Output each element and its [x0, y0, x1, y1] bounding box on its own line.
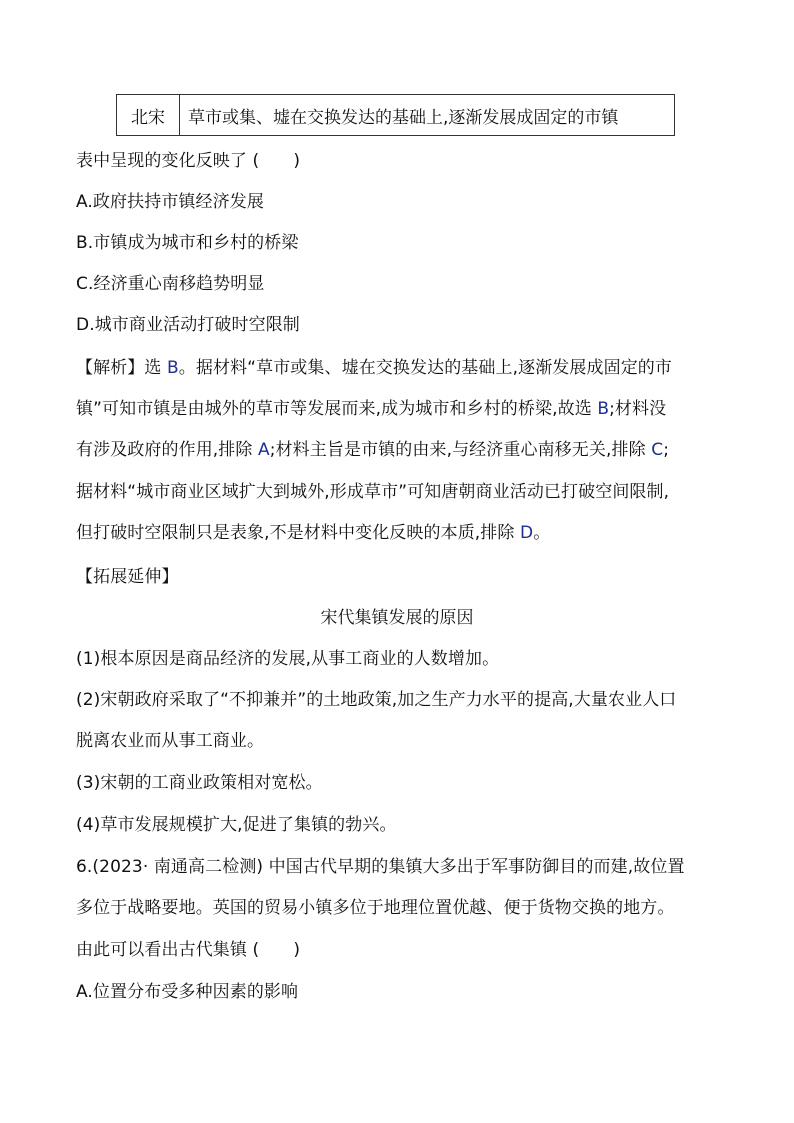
analysis-line-1 [76, 357, 672, 379]
analysis-text: 有涉及政府的作用,排除 [76, 440, 259, 460]
option-letter: A [258, 440, 270, 460]
extension-item-2-cont: 脱离农业而从事工商业。 [76, 731, 265, 751]
question6-line-3: 由此可以看出古代集镇 ( ) [76, 940, 301, 960]
table-cell-description: 草市或集、墟在交换发达的基础上,逐渐发展成固定的市镇 [180, 95, 675, 136]
analysis-line-3 [76, 439, 669, 461]
analysis-text: 。据材料“草市或集、墟在交换发达的基础上,逐渐发展成固定的市 [178, 358, 672, 378]
option-letter: D [520, 523, 534, 543]
question6-option-a: A.位置分布受多种因素的影响 [76, 982, 299, 1002]
analysis-line-2 [76, 398, 666, 420]
extension-title: 宋代集镇发展的原因 [320, 608, 474, 628]
extension-item-3: (3)宋朝的工商业政策相对宽松。 [76, 773, 323, 793]
table-cell-dynasty: 北宋 [117, 95, 180, 136]
analysis-text: 选 [144, 358, 168, 378]
question5-option-b: B.市镇成为城市和乡村的桥梁 [76, 233, 299, 253]
option-letter: C [651, 440, 664, 460]
answer-letter: B [597, 399, 610, 419]
analysis-text: 。 [533, 523, 551, 543]
question5-stem: 表中呈现的变化反映了 ( ) [76, 151, 301, 171]
analysis-text: 但打破时空限制只是表象,不是材料中变化反映的本质,排除 [76, 523, 521, 543]
analysis-tag: 【解析】 [76, 358, 145, 378]
analysis-text: ;材料主旨是市镇的由来,与经济重心南移无关,排除 [269, 440, 652, 460]
extension-item-1: (1)根本原因是商品经济的发展,从事工商业的人数增加。 [76, 649, 500, 669]
analysis-text: 镇”可知市镇是由城外的草市等发展而来,成为城市和乡村的桥梁,故选 [76, 399, 598, 419]
question6-line-2: 多位于战略要地。英国的贸易小镇多位于地理位置优越、便于货物交换的地方。 [76, 898, 675, 918]
table-row [117, 95, 675, 136]
dynasty-table [116, 94, 675, 136]
extension-item-2: (2)宋朝政府采取了“不抑兼并”的土地政策,加之生产力水平的提高,大量农业人口 [76, 690, 677, 710]
question5-option-d: D.城市商业活动打破时空限制 [76, 315, 300, 335]
question5-option-c: C.经济重心南移趋势明显 [76, 274, 265, 294]
extension-tag: 【拓展延伸】 [76, 567, 179, 587]
analysis-line-4: 据材料“城市商业区域扩大到城外,形成草市”可知唐朝商业活动已打破空间限制, [76, 482, 670, 502]
extension-item-4: (4)草市发展规模扩大,促进了集镇的勃兴。 [76, 815, 397, 835]
analysis-text: ; [663, 440, 670, 460]
question5-option-a: A.政府扶持市镇经济发展 [76, 192, 264, 212]
question6-line-1: 6.(2023· 南通高二检测) 中国古代早期的集镇大多出于军事防御目的而建,故位置 [76, 857, 685, 877]
analysis-text: ;材料没 [609, 399, 667, 419]
answer-letter: B [167, 358, 179, 378]
analysis-line-5 [76, 522, 550, 544]
